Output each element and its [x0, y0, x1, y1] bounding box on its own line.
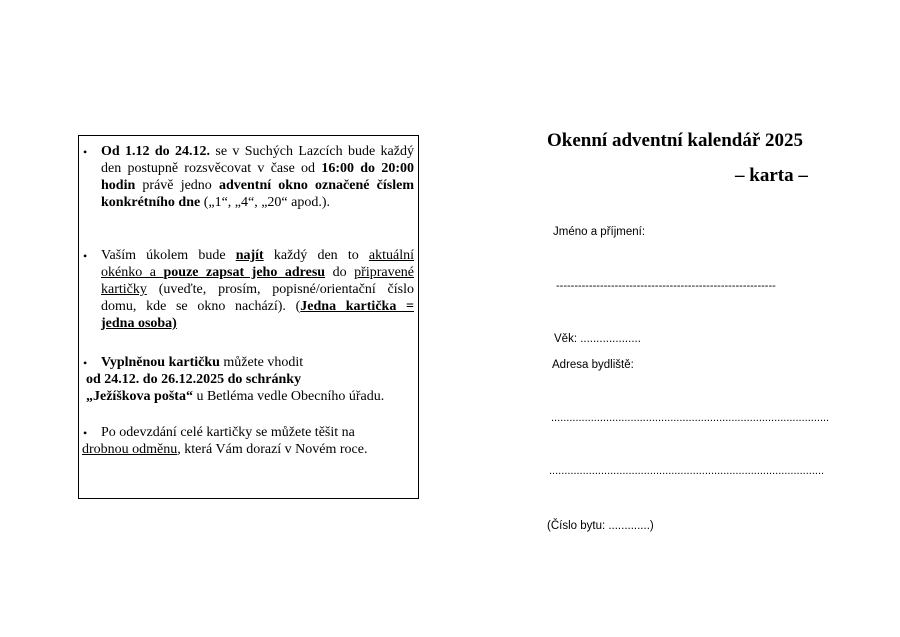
bullet-1: •	[83, 145, 88, 159]
p2-line3: kartičky (uveďte, prosím, popisné/orientační číslo	[101, 282, 414, 297]
name-line[interactable]: ------------------------------------------------------------	[556, 280, 776, 292]
p1-line4: konkrétního dne („1“, „4“, „20“ apod.).	[101, 195, 331, 210]
p2-line1: Vaším úkolem bude najít každý den to aktuální	[101, 248, 414, 263]
p1-line3: hodin právě jedno adventní okno označené číslem	[101, 178, 414, 193]
p2-line5: jedna osoba)	[101, 316, 177, 331]
p1-line2: den postupně rozsvěcovat v čase od 16:00 do 20:00	[101, 161, 414, 176]
p2-line2: okénko a pouze zapsat jeho adresu do připravené	[101, 265, 415, 280]
bullet-4: •	[83, 426, 88, 440]
bullet-2: •	[83, 249, 88, 263]
p1-line1: Od 1.12 do 24.12. se v Suchých Lazcích bude každý	[101, 144, 414, 159]
address-line-1[interactable]: ...........................................................................................	[551, 412, 830, 424]
p3-line2: od 24.12. do 26.12.2025 do schránky	[86, 372, 302, 387]
card-subtitle: – karta –	[735, 165, 808, 186]
age-field[interactable]: Věk: ...................	[554, 333, 641, 345]
address-line-2[interactable]: ..........................................................................................	[549, 465, 825, 477]
bullet-3: •	[83, 356, 88, 370]
p4-line2: drobnou odměnu, která Vám dorazí v Novém roce.	[82, 442, 368, 457]
p3-line1: Vyplněnou kartičku můžete vhodit	[101, 355, 304, 370]
card-title: Okenní adventní kalendář 2025	[547, 130, 804, 151]
p3-line3: „Ježíškova pošta“ u Betléma vedle Obecního úřadu.	[86, 389, 385, 404]
name-label: Jméno a příjmení:	[553, 226, 646, 238]
address-label: Adresa bydliště:	[552, 359, 634, 371]
p4-line1: Po odevzdání celé kartičky se můžete těšit na	[101, 425, 355, 440]
flat-number-field[interactable]: (Číslo bytu: .............)	[547, 520, 654, 532]
p2-line4: domu, kde se okno nachází). (Jedna kartička =	[101, 299, 414, 314]
